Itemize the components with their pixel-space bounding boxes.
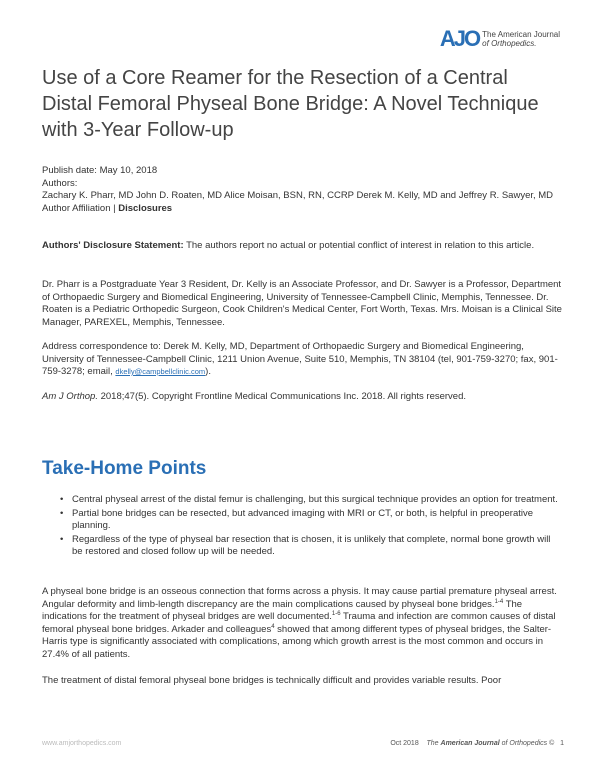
footer-journal-bold: American Journal <box>440 740 500 747</box>
body-text: showed that among different types of physeal bridges, the Salter-Harris type is significantly associated with complications, among which growth arrest is the most common and occurs in 27.4% of all patients. <box>42 623 552 660</box>
footer-date: Oct 2018 <box>390 740 419 747</box>
list-item: • Regardless of the type of physeal bar resection that is chosen, it is unlikely that complete, normal bone growth will be restored and closed follow up will be needed. <box>60 534 560 559</box>
page-footer <box>42 740 564 752</box>
logo-line-2: of Orthopedics. <box>482 39 537 48</box>
footer-url[interactable]: www.amjorthopedics.com <box>42 740 122 747</box>
correspondence <box>42 341 562 379</box>
body-text: A physeal bone bridge is an osseous connection that forms across a physis. It may cause partial premature physeal arrest. Angular deformity and limb-length discrepancy are the main complications caused by physeal bone bridges. <box>42 586 557 610</box>
article-title: Use of a Core Reamer for the Resection of a Central Distal Femoral Physeal Bone Bridge: A Novel Technique with 3-Year Follow-up <box>42 67 539 141</box>
authors-label: Authors: <box>42 177 78 189</box>
body-paragraph-1 <box>42 586 562 661</box>
citation-rest: 2018;47(5). Copyright Frontline Medical Communications Inc. 2018. All rights reserved. <box>97 391 467 402</box>
author-affiliations: Dr. Pharr is a Postgraduate Year 3 Resident, Dr. Kelly is an Associate Professor, and Dr. Sawyer is a Professor, Department of Orthopaedic Surgery and Biomedical Engineering, University of Tennessee-Campbell Clinic, Memphis, Tennessee. Dr. Roaten is a Pediatric Orthopedic Surgeon, Cook Children's Medical Center, Fort Worth, Texas. Mrs. Moisan is a Clinical Site Manager, PAREXEL, Memphis, Tennessee. <box>42 279 562 328</box>
citation-superscript: 1-4 <box>494 598 504 605</box>
correspondence-end: ). <box>205 366 211 377</box>
disclosures-link[interactable]: Disclosures <box>118 202 173 214</box>
authors-list: Zachary K. Pharr, MD John D. Roaten, MD Alice Moisan, BSN, RN, CCRP Derek M. Kelly, MD and Jeffrey R. Sawyer, MD <box>42 190 554 201</box>
publish-date: Publish date: May 10, 2018 <box>42 165 158 176</box>
article-meta <box>42 165 562 215</box>
disclosure-text: The authors report no actual or potential conflict of interest in relation to this article. <box>183 240 535 251</box>
citation-superscript: 1-6 <box>331 610 341 617</box>
page-number: 1 <box>560 740 564 747</box>
footer-journal-prefix: The <box>426 740 441 747</box>
disclosure-label: Authors' Disclosure Statement: <box>42 240 184 251</box>
ajo-logo-mark: AJO <box>439 26 480 51</box>
take-home-heading: Take-Home Points <box>42 458 207 479</box>
footer-journal-suffix: of Orthopedics <box>499 740 548 747</box>
list-item: • Partial bone bridges can be resected, but advanced imaging with MRI or CT, or both, is helpful in preoperative planning. <box>60 508 560 533</box>
list-item: • Central physeal arrest of the distal femur is challenging, but this surgical technique provides an option for treatment. <box>60 494 560 507</box>
take-home-points <box>60 494 560 560</box>
disclosure-statement <box>42 240 562 253</box>
logo-line-1: The American Journal <box>482 30 560 39</box>
citation-superscript: 4 <box>271 623 275 630</box>
journal-logo <box>440 28 560 50</box>
correspondence-email-link[interactable]: dkelly@campbellclinic.com <box>115 367 206 376</box>
citation-journal: Am J Orthop. <box>42 391 98 402</box>
body-paragraph-2: The treatment of distal femoral physeal bone bridges is technically difficult and provides variable results. Poor <box>42 675 502 686</box>
journal-logo-text <box>482 30 560 48</box>
body-text: Trauma and infection are common causes of distal femoral physeal bone bridges. Arkader and colleagues <box>42 611 556 635</box>
body-text: The indications for the treatment of physeal bridges are well documented. <box>42 598 523 622</box>
correspondence-text: Address correspondence to: Derek M. Kelly, MD, Department of Orthopaedic Surgery and Biomedical Engineering, University of Tennessee-Campbell Clinic, 1211 Union Avenue, Suite 510, Memphis, TN 38104 (tel, 901-759-3270; fax, 901-759-3278; email, <box>42 341 558 377</box>
footer-journal-info <box>390 740 564 747</box>
affiliation-row <box>42 203 562 216</box>
author-affiliation-link[interactable]: Author Affiliation <box>42 202 111 214</box>
footer-copyright: © <box>547 740 555 747</box>
meta-separator: | <box>110 202 119 214</box>
citation <box>42 391 562 404</box>
